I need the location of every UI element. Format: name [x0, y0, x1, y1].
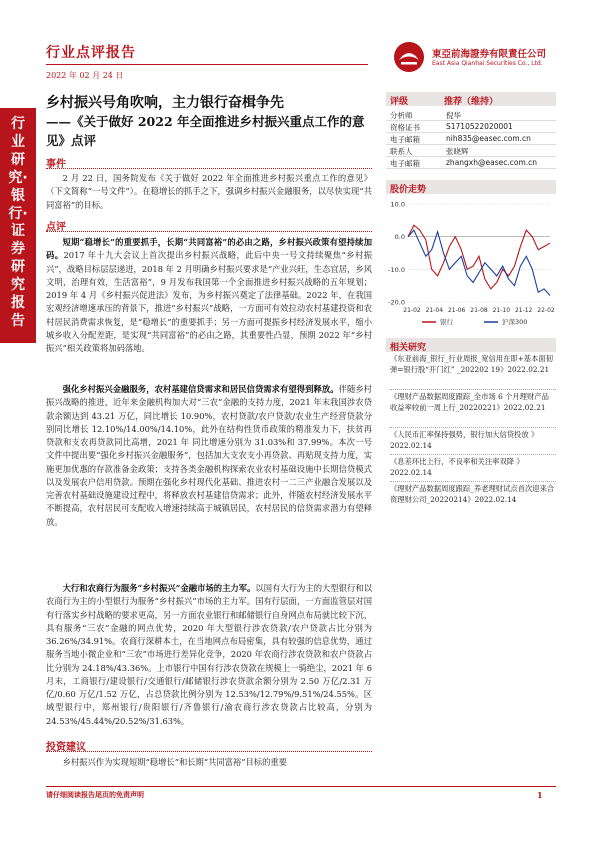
section-divider: [46, 168, 372, 169]
paragraph-body: 伴随乡村振兴战略的推进，近年来金融机构加大对“三农”金融的支持力度，2021 年末我国涉农贷款余额达到 43.21 万亿，同比增长 10.90%，农村贷款/农户贷款/农业生产经营贷款分别同比增长 12.10%/14.00%/14.10%，此外在结构性货币政策的精准发力下，扶贫再贷款和支农再贷款同比高增，2021 年 同比增速分别为 31.03%和 37.99%。本次一号文件中提出要“强化乡村振兴金融服务”，包括加大支农支小再贷款、再贴现支持力度，实施更加优惠的存款准备金政策；支持各类金融机构探索农业农村基础设施中长期信贷模式以及发展农户信用贷款。预期在强化乡村现代化基础、推进农村一二三产业融合发展以及完善农村基础设施建设过程中，将释放农村基建信贷需求；此外，伴随农村经济发展水平不断提高，农村居民可支配收入增速持续高于城镇居民，农村居民的信贷需求潜力有望释放。: [46, 384, 372, 527]
report-date: 2022 年 02 月 24 日: [46, 71, 124, 80]
trend-section-title: 股价走势: [390, 185, 427, 195]
paragraph-event: 2 月 22 日，国务院发布《关于做好 2022 年全面推进乡村振兴重点工作的意见》（下文简称“一号文件”）。在稳增长的抓手之下，强调乡村振兴金融服务，以尽快实现“共同富裕”的目标。: [46, 173, 372, 210]
section-divider: [46, 751, 372, 752]
chart-series-line: [408, 230, 550, 295]
chart-x-tick-label: 21-12: [514, 307, 533, 314]
stock-trend-chart: [386, 198, 556, 330]
footer-disclaimer: 请仔细阅读报告尾页的免责声明: [46, 791, 144, 799]
left-category-text: 行业研究·银行·证券研究报告: [8, 116, 28, 329]
chart-x-tick-label: 21-06: [447, 307, 466, 314]
chart-legend-label: 沪深300: [502, 318, 528, 326]
chart-x-tick-label: 22-02: [537, 307, 555, 314]
related-report-link[interactable]: 《息差环比上行，不良率和关注率双降 》2022.02.14: [390, 457, 524, 477]
header-divider: [46, 64, 368, 65]
related-divider: [390, 389, 556, 390]
rating-label: 评级: [390, 97, 409, 107]
chart-series-line: [408, 225, 550, 289]
section-heading-comment: 点评: [46, 222, 66, 233]
chart-y-tick-label: 10.0: [390, 200, 405, 209]
related-divider: [390, 454, 556, 455]
paragraph-lead: 大行和农商行为服务“乡村振兴”金融市场的主力军。: [62, 583, 256, 593]
paragraph-banks: [46, 582, 372, 728]
related-section-header: [386, 338, 556, 352]
chart-legend: [422, 317, 527, 326]
info-key: 资格证书: [390, 123, 420, 132]
chart-x-tick-label: 21-10: [492, 307, 511, 314]
related-report-link[interactable]: 《东亚前海_银行_行业周报_宽信用在即+基本面韧弹=银行股“开门红” _202202 19》2022.02.21: [390, 354, 553, 374]
page-subtitle: ——《关于做好 2022 年全面推进乡村振兴重点工作的意见》点评: [46, 114, 365, 149]
section-divider: [46, 231, 372, 232]
paragraph-body: 以国有大行为主的大型银行和以农商行为主的小型银行为服务“乡村振兴”市场的主力军。国有行层面，一方面监管层对国有行落实乡村战略的要求更高，另一方面农业银行和邮储银行自身网点布局就比较下沉，具有服务“三农”金融的网点优势，2020 年大型银行涉农贷款/农户贷款占比分别为 36.26%/34.91%。农商行深耕本土，在当地网点布局密集，具有较强的信息优势，通过服务当地小微企业和“三农”市场进行差异化竞争，2020 年农商行涉农贷款和农户贷款占比分别为 24.18%/43.36%。上市银行中国有行涉农贷款在规模上一骑绝尘，2021 年 6 月末，工商银行/建设银行/交通银行/邮储银行涉农贷款余额分别为 2.50 万亿/2.31 万亿/0.60 万亿/1.52 万亿，占总贷款比例分别为 12.53%/12.79%/9.51%/24.55%。区域型银行中，郑州银行/贵阳银行/齐鲁银行/渝农商行涉农贷款占比较高，分别为 24.53%/45.44%/20.52%/31.63%。: [46, 583, 372, 726]
footer-divider: [46, 786, 556, 787]
chart-x-tick-label: 21-04: [425, 307, 444, 314]
info-row-certificate: [386, 122, 556, 133]
related-report-link[interactable]: 《理财产品数据周度跟踪_养老理财试点首次迎来合资理财公司_20220214》2022.02.14: [390, 484, 555, 504]
info-key: 电子邮箱: [390, 135, 420, 144]
section-heading-event: 事件: [46, 159, 66, 170]
paragraph-finance: [46, 383, 372, 529]
info-value: 张晓辉: [446, 147, 469, 156]
related-section-title: 相关研究: [390, 343, 427, 353]
company-name-cn: 東亞前海證券有限責任公司: [432, 49, 547, 60]
info-row-analyst: [386, 110, 556, 121]
chart-legend-label: 银行: [440, 318, 453, 326]
related-report-link[interactable]: 《人民币汇率保持强势，银行加大信贷投放 》2022.02.14: [390, 430, 539, 450]
paragraph-lead: 强化乡村振兴金融服务，农村基建信贷需求和居民信贷需求有望得到释放。: [62, 384, 339, 394]
paragraph-policy: [46, 236, 372, 355]
info-row-email: [386, 134, 556, 145]
info-value: S1710522020001: [446, 122, 513, 131]
info-key: 分析师: [390, 111, 413, 120]
paragraph-lead: 短期“稳增长”的重要抓手，长期“共同富裕”的必由之路，乡村振兴政策有望持续加码。: [46, 237, 372, 261]
rating-value: 推荐（维持）: [444, 97, 499, 107]
report-type-title: 行业点评报告: [46, 45, 136, 61]
related-divider: [390, 427, 556, 428]
paragraph-advice: 乡村振兴作为实现短期“稳增长”和长期“共同富裕”目标的重要: [62, 757, 287, 767]
related-divider: [390, 481, 556, 482]
info-row-contact: [386, 146, 556, 157]
chart-x-ticks: [403, 307, 555, 314]
trend-section-header: [386, 180, 556, 194]
info-key: 联系人: [390, 147, 413, 156]
company-logo-icon: [392, 40, 426, 74]
chart-x-tick-label: 21-02: [403, 307, 421, 314]
chart-series: [408, 225, 550, 295]
paragraph-body: 2017 年十九大会议上首次提出乡村振兴战略，此后中央一号文持续聚焦“乡村振兴”，战略目标层层递进，2018 年 2 月明确乡村振兴要求是“产业兴旺，生态宜居，乡风文明，治理有效，生活富裕”，9 月发布我国第一个全面推进乡村振兴战略的五年规划；2019 年 4 月《乡村振兴促进法》发布，为乡村振兴奠定了法律基础。2022 年，在我国宏观经济增速承压的背景下，推进“乡村振兴”战略，一方面可有效拉动农村基建投资和农村居民消费需求恢复，是“稳增长”的重要抓手；另一方面可提振乡村经济发展水平，缩小城乡收入分配差距，是实现“共同富裕”的必由之路，其重要性凸显，预期 2022 年“乡村振兴”相关政策将加码落地。: [46, 250, 372, 354]
chart-y-tick-label: 0.0: [394, 233, 405, 242]
info-row-contact-email: [386, 158, 556, 169]
chart-y-tick-label: -20.0: [388, 298, 405, 307]
info-key: 电子邮箱: [390, 159, 420, 168]
chart-y-ticks: [388, 201, 405, 307]
page-number: 1: [537, 790, 543, 800]
chart-y-tick-label: -10.0: [388, 265, 405, 274]
info-value-email[interactable]: nih835@easec.com.cn: [446, 134, 531, 143]
info-value: 倪华: [446, 111, 461, 120]
section-heading-advice: 投资建议: [46, 742, 86, 753]
related-report-link[interactable]: 《理财产品数据周度跟踪_全市场 6 个月理财产品收益率较前一周上行_20220221》2022.02.21: [390, 392, 549, 412]
page-title: 乡村振兴号角吹响，主力银行奋楫争先: [46, 95, 284, 111]
company-name-en: East Asia Qianhai Securities Co., Ltd.: [432, 60, 543, 67]
info-value-email[interactable]: zhangxh@easec.com.cn: [446, 158, 538, 167]
chart-x-tick-label: 21-08: [470, 307, 488, 314]
